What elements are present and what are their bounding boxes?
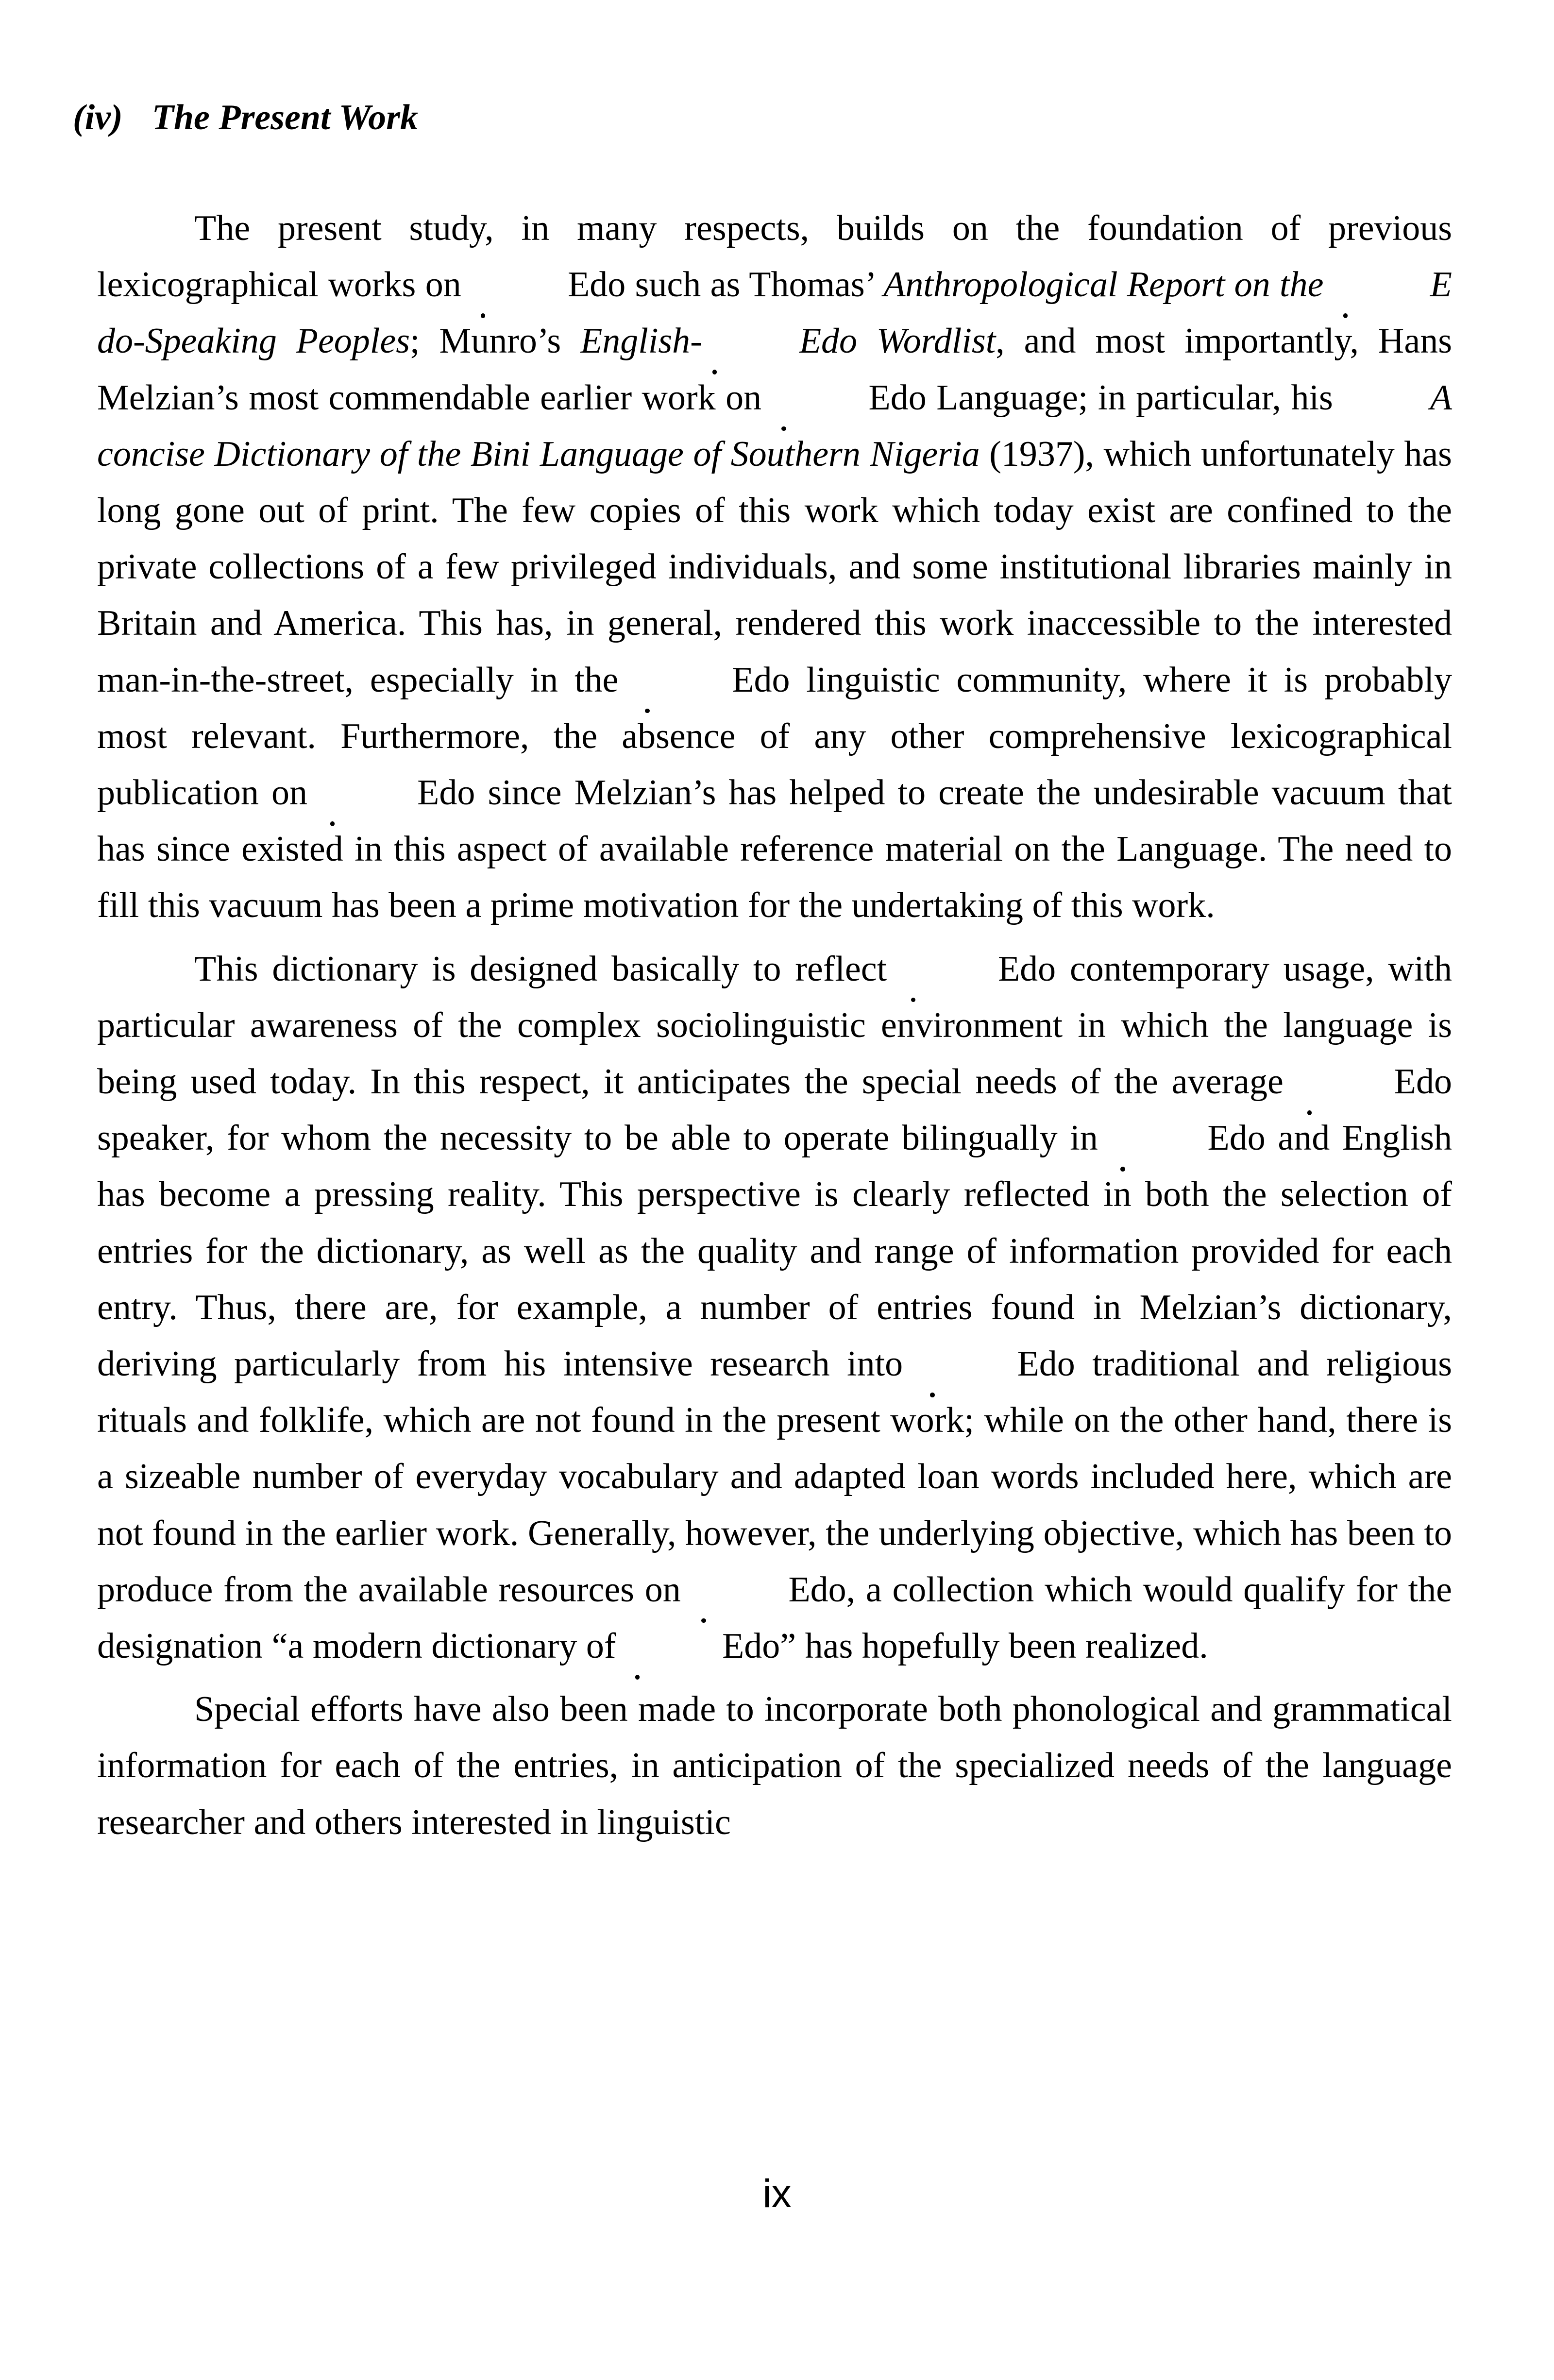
- edo-letter: E: [901, 941, 1020, 997]
- edo-letter: E: [1297, 1054, 1416, 1110]
- edo-letter: E: [1111, 1110, 1230, 1166]
- book-title-part: do-Speaking Peoples: [97, 321, 410, 361]
- edo-letter: E: [471, 256, 590, 313]
- book-title-part: English-: [580, 321, 702, 361]
- text-run: (1937), which unfortunately has long gone out of print. The few copies of this work which today exist are confined to the private collections of a few privileged individuals, and some institutional libraries mainly in Britain and America. This has, in general, rendered this work inaccessible to the interested man-in-the-street, especially in the: [97, 434, 1452, 700]
- edo-letter: E: [920, 1336, 1039, 1392]
- text-run: do contemporary usage, with particular awareness of the complex sociolinguistic environment in which the language is being used today. In this respect, it anticipates the special needs of the average: [97, 949, 1452, 1102]
- section-heading: [73, 97, 418, 138]
- text-run: do such as Thomas’: [590, 265, 884, 305]
- section-title: The Present Work: [152, 98, 418, 137]
- text-run: do and English has become a pressing reality. This perspective is clearly reflected in both the selection of entries for the dictionary, as well as the quality and range of information provided for each entry. Thus, there are, for example, a number of entries found in Melzian’s dictionary, deriving particularly from his intensive research into: [97, 1118, 1452, 1384]
- book-title: A concise Dictionary of the Bini Language of Southern Nigeria: [97, 377, 1452, 474]
- edo-letter: E: [320, 765, 439, 821]
- paragraph-1: [97, 200, 1452, 934]
- edo-letter: E: [635, 652, 754, 708]
- text-run: The present study, in many respects, builds on the foundation of previous lexicographical works on: [97, 208, 1452, 305]
- text-run: do Language; in particular, his: [890, 377, 1333, 418]
- edo-letter: E: [625, 1618, 744, 1674]
- body-text: [97, 200, 1452, 1851]
- book-title-part: do Wordlist: [821, 321, 996, 361]
- edo-letter: E: [1333, 256, 1452, 313]
- section-number: (iv): [73, 98, 123, 137]
- page-number: ix: [762, 2172, 792, 2216]
- edo-letter: E: [702, 313, 821, 369]
- book-title-part: Anthropological Report on the: [883, 265, 1333, 305]
- text-run: ; Munro’s: [410, 321, 581, 361]
- text-run: This dictionary is designed basically to reflect: [194, 949, 901, 989]
- text-run: do” has hopefully been realized.: [744, 1626, 1208, 1666]
- edo-letter: E: [772, 370, 891, 426]
- text-run: do traditional and religious rituals and folklife, which are not found in the present work; while on the other hand, there is a sizeable number of everyday vocabulary and adapted loan words included here, which are not found in the earlier work. Generally, however, the underlying objective, which has been to produce from the available resources on: [97, 1344, 1452, 1610]
- text-run: do, a collection which would qualify for the designation “a modern dictionary of: [97, 1569, 1452, 1666]
- text-run: do linguistic community, where it is probably most relevant. Furthermore, the absence of any other comprehensive lexicographical publication on: [97, 660, 1452, 813]
- text-run: do speaker, for whom the necessity to be able to operate bilingually in: [97, 1062, 1452, 1158]
- paragraph-2: [97, 941, 1452, 1675]
- paragraph-3: [97, 1681, 1452, 1851]
- text-run: , and most importantly, Hans Melzian’s most commendable earlier work on: [97, 321, 1452, 418]
- edo-letter: E: [691, 1562, 810, 1618]
- book-title: [580, 321, 996, 361]
- text-run: Special efforts have also been made to incorporate both phonological and grammatical information for each of the entries, in anticipation of the specialized needs of the language researcher and others interested in linguistic: [97, 1689, 1452, 1842]
- text-run: do since Melzian’s has helped to create the undesirable vacuum that has since existed in this aspect of available reference material on the Language. The need to fill this vacuum has been a prime motivation for the undertaking of this work.: [97, 773, 1452, 926]
